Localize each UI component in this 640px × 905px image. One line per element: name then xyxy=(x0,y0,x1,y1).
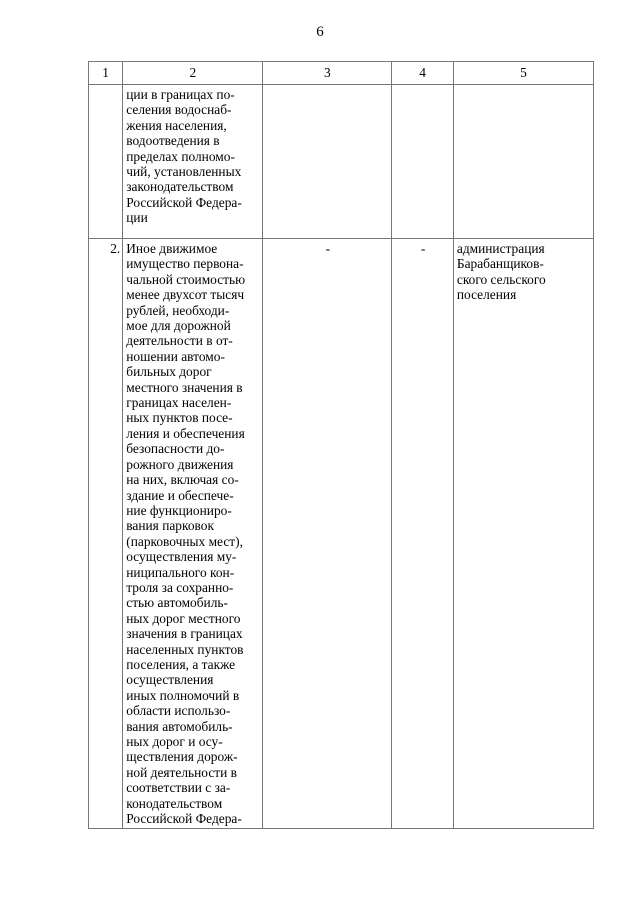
row-number-cell xyxy=(89,239,123,829)
header-cell-1: 1 xyxy=(89,62,123,85)
item-name: Иное движимое имущество первона- чальной стоимостью менее двухсот тысяч рублей, необходи- мое для дорожной деятельности в от- ношении автомо- бильных дорог местного значения в границах населен- ных пунктов посе- ления и обеспечения безопасности до- рожного движения на них, включая со- здание и обеспече- ние функциониро- вания парковок (парковочных мест), осуществления му- ниципального кон- троля за сохранно- стью автомобиль- ных дорог местного значения в границах населенных пунктов поселения, а также осуществления иных полномочий в области использо- вания автомобиль- ных дорог и осу- ществления дорож- ной деятельности в соответствии с за- конодательством Российской Федера- xyxy=(126,241,246,827)
col4-cell xyxy=(392,85,453,239)
table-header-row xyxy=(89,62,594,85)
header-cell-2: 2 xyxy=(123,62,263,85)
row-number xyxy=(89,85,122,89)
col4-cell xyxy=(392,239,453,829)
col3-value: - xyxy=(325,241,331,256)
owner-cell xyxy=(453,239,593,829)
col3-cell xyxy=(263,85,392,239)
table-row xyxy=(89,239,594,829)
item-name-cell xyxy=(123,239,263,829)
col3-cell xyxy=(263,239,392,829)
owner-value: администрация Барабанщиков- ского сельского поселения xyxy=(456,241,546,303)
header-cell-3: 3 xyxy=(263,62,392,85)
owner-value xyxy=(454,85,593,89)
owner-cell xyxy=(453,85,593,239)
page-number: 6 xyxy=(316,24,324,40)
header-cell-4: 4 xyxy=(392,62,453,85)
item-name: ции в границах по- селения водоснаб- жения населения, водоотведения в пределах полномо- чий, установленных законодательством Российской Федера- ции xyxy=(126,87,242,226)
property-table xyxy=(88,61,594,829)
row-number: 2. xyxy=(110,241,121,256)
table-row xyxy=(89,85,594,239)
col3-value xyxy=(263,85,391,89)
col4-value: - xyxy=(420,241,426,256)
header-cell-5: 5 xyxy=(453,62,593,85)
row-number-cell xyxy=(89,85,123,239)
col4-value xyxy=(392,85,452,89)
item-name-cell xyxy=(123,85,263,239)
